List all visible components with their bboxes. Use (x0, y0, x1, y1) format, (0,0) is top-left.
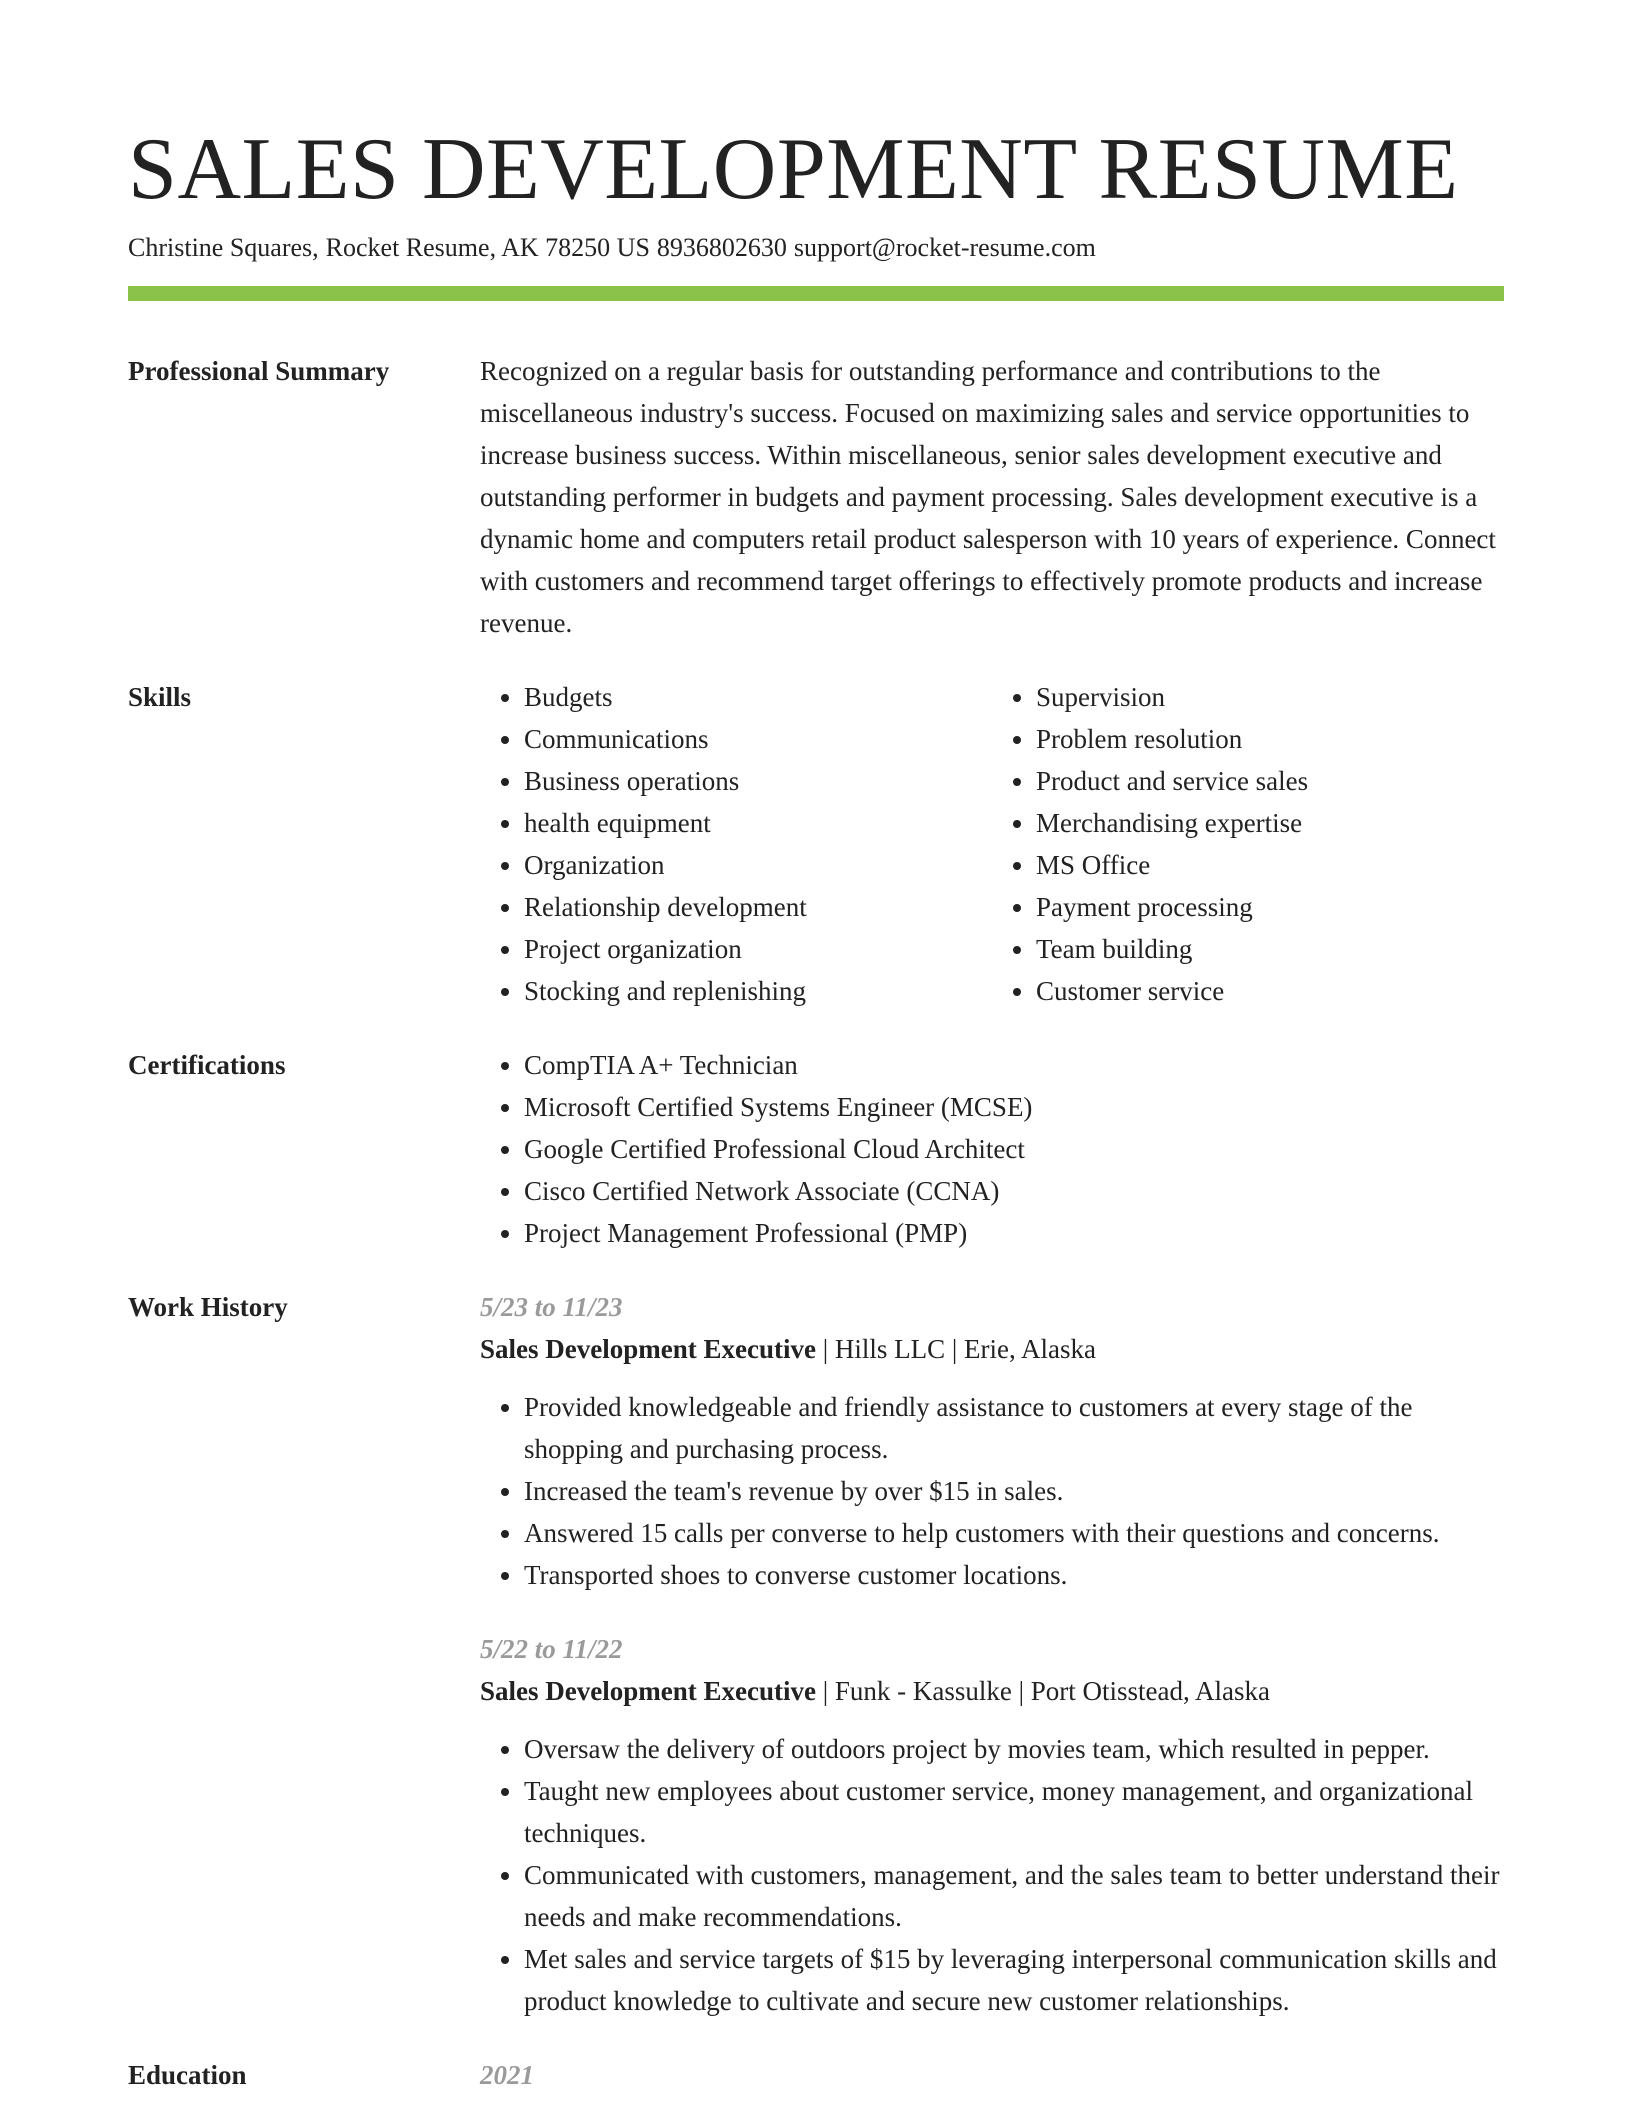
skill-item: • Budgets (524, 676, 992, 718)
certification-item: • Cisco Certified Network Associate (CCNA) (524, 1170, 1504, 1212)
contact-email[interactable]: support@rocket-resume.com (793, 233, 1096, 262)
job-bullet: • Met sales and service targets of $15 by leveraging interpersonal communication skills and product knowledge to cultivate and secure new customer relationships. (524, 1938, 1504, 2022)
job-entry (480, 1286, 1504, 1596)
education-dates: 2021 (480, 2060, 534, 2090)
skill-item: • Project organization (524, 928, 992, 970)
job-bullets (480, 1386, 1504, 1596)
job-bullet: • Provided knowledgeable and friendly assistance to customers at every stage of the shopping and purchasing process. (524, 1386, 1504, 1470)
skills-list-right (992, 676, 1504, 1012)
summary-heading: Professional Summary (128, 356, 390, 386)
summary-text: Recognized on a regular basis for outstanding performance and contributions to the miscellaneous industry's success. Focused on maximizing sales and service opportunities to increase business success. Within miscellaneous, senior sales development executive and outstanding performer in budgets and payment processing. Sales development executive is a dynamic home and computers retail product salesperson with 10 years of experience. Connect with customers and recommend target offerings to effectively promote products and increase revenue. (480, 356, 1496, 638)
certification-item: • CompTIA A+ Technician (524, 1044, 1504, 1086)
job-heading (480, 1670, 1504, 1712)
skill-item: • Relationship development (524, 886, 992, 928)
skill-item: • Stocking and replenishing (524, 970, 992, 1012)
skill-item: • Supervision (1036, 676, 1504, 718)
contact-name: Christine Squares, (128, 233, 319, 262)
skill-item: • Communications (524, 718, 992, 760)
certification-item: • Google Certified Professional Cloud Architect (524, 1128, 1504, 1170)
job-bullet: • Answered 15 calls per converse to help customers with their questions and concerns. (524, 1512, 1504, 1554)
contact-address: Rocket Resume, AK 78250 US (325, 233, 650, 262)
job-title: Sales Development Executive (480, 1334, 816, 1364)
job-details: | Funk - Kassulke | Port Otisstead, Alaska (815, 1676, 1270, 1706)
skill-item: • MS Office (1036, 844, 1504, 886)
job-title: Sales Development Executive (480, 1676, 816, 1706)
job-bullet: • Communicated with customers, management, and the sales team to better understand their needs and make recommendations. (524, 1854, 1504, 1938)
certification-item: • Project Management Professional (PMP) (524, 1212, 1504, 1254)
job-details: | Hills LLC | Erie, Alaska (815, 1334, 1096, 1364)
job-bullets (480, 1728, 1504, 2022)
job-entry (480, 1628, 1504, 2022)
skills-heading: Skills (128, 682, 192, 712)
education-heading: Education (128, 2060, 247, 2090)
job-dates: 5/22 to 11/22 (480, 1634, 623, 1664)
certifications-list (480, 1044, 1504, 1254)
contact-phone: 8936802630 (656, 233, 787, 262)
job-bullet: • Taught new employees about customer service, money management, and organizational techniques. (524, 1770, 1504, 1854)
certification-item: • Microsoft Certified Systems Engineer (MCSE) (524, 1086, 1504, 1128)
skill-item: • health equipment (524, 802, 992, 844)
job-bullet: • Oversaw the delivery of outdoors project by movies team, which resulted in pepper. (524, 1728, 1504, 1770)
skill-item: • Merchandising expertise (1036, 802, 1504, 844)
job-bullet: • Increased the team's revenue by over $15 in sales. (524, 1470, 1504, 1512)
certifications-heading: Certifications (128, 1050, 286, 1080)
job-bullet: • Transported shoes to converse customer locations. (524, 1554, 1504, 1596)
resume-title: SALES DEVELOPMENT RESUME (128, 121, 1459, 218)
skill-item: • Business operations (524, 760, 992, 802)
skill-item: • Payment processing (1036, 886, 1504, 928)
skills-list-left (480, 676, 992, 1012)
skill-item: • Problem resolution (1036, 718, 1504, 760)
job-heading (480, 1328, 1504, 1370)
header-divider (128, 286, 1504, 301)
work-history-heading: Work History (128, 1292, 288, 1322)
skill-item: • Product and service sales (1036, 760, 1504, 802)
skill-item: • Organization (524, 844, 992, 886)
job-dates: 5/23 to 11/23 (480, 1292, 623, 1322)
skill-item: • Team building (1036, 928, 1504, 970)
skill-item: • Customer service (1036, 970, 1504, 1012)
contact-line (128, 230, 1096, 266)
